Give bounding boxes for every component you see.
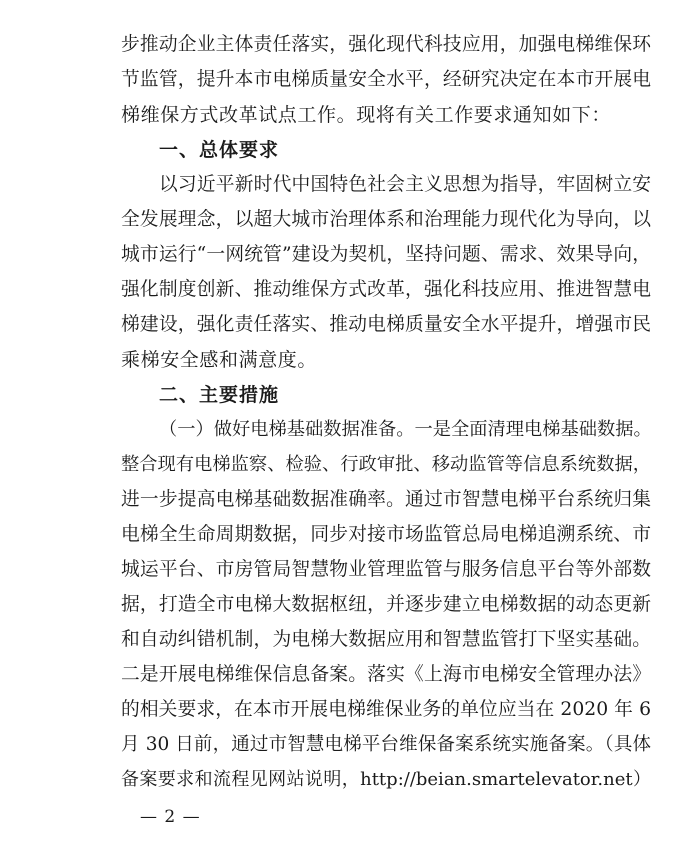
section1-line-1: 以习近平新时代中国特色社会主义思想为指导，牢固树立安 [159,174,651,195]
section2-line-3: 进一步提高电梯基础数据准确率。通过市智慧电梯平台系统归集 [121,489,651,510]
section1-line-2: 全发展理念，以超大城市治理体系和治理能力现代化为导向，以 [121,209,651,230]
section2-line-1: （一）做好电梯基础数据准备。一是全面清理电梯基础数据。 [159,419,652,440]
section2-line-8: 二是开展电梯维保信息备案。落实《上海市电梯安全管理办法》 [121,664,651,685]
section1-line-3: 城市运行“一网统管”建设为契机，坚持问题、需求、效果导向， [121,244,651,265]
section-heading-main-measures: 二、主要措施 [159,384,280,406]
section2-line-7: 和自动纠错机制，为电梯大数据应用和智慧监管打下坚实基础。 [121,629,651,650]
intro-line-1: 步推动企业主体责任落实，强化现代科技应用，加强电梯维保环 [121,34,651,55]
intro-line-2: 节监管，提升本市电梯质量安全水平，经研究决定在本市开展电 [121,69,651,90]
section2-line-4: 电梯全生命周期数据，同步对接市场监管总局电梯追溯系统、市 [121,524,651,545]
section2-line-11: 备案要求和流程见网站说明，http://beian.smartelevator.net） [121,769,651,790]
section2-line-9: 的相关要求，在本市开展电梯维保业务的单位应当在 2020 年 6 [121,699,651,720]
section2-line-2: 整合现有电梯监察、检验、行政审批、移动监管等信息系统数据， [121,454,651,475]
section1-line-4: 强化制度创新、推动维保方式改革，强化科技应用、推进智慧电 [121,279,651,300]
section2-line-10: 月 30 日前，通过市智慧电梯平台维保备案系统实施备案。（具体 [121,734,651,755]
section1-line-6: 乘梯安全感和满意度。 [121,349,318,371]
section2-line-6: 据，打造全市电梯大数据枢纽，并逐步建立电梯数据的动态更新 [121,594,651,615]
section2-line-5: 城运平台、市房管局智慧物业管理监管与服务信息平台等外部数 [121,559,651,580]
intro-line-3: 梯维保方式改革试点工作。现将有关工作要求通知如下： [121,104,612,126]
section-heading-general-requirements: 一、总体要求 [159,139,280,161]
section1-line-5: 梯建设，强化责任落实、推动电梯质量安全水平提升，增强市民 [121,314,651,335]
page-number: — 2 — [140,807,201,827]
